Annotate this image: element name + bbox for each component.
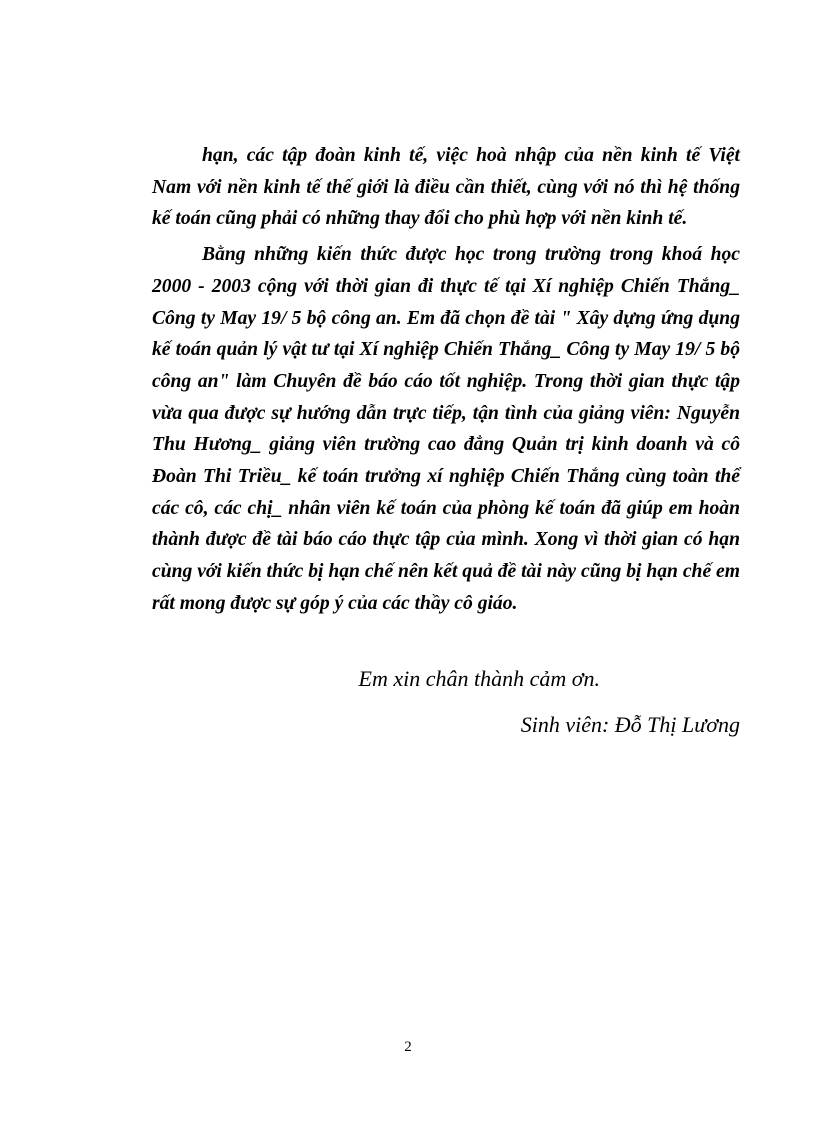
paragraph-continuation: hạn, các tập đoàn kinh tế, việc hoà nhập của nền kinh tế Việt Nam với nền kinh tế thế giới là điều cần thiết, cùng với nó thì hệ thống kế toán cũng phải có những thay đổi cho phù hợp với nền kinh tế.	[152, 145, 740, 230]
body-text	[152, 140, 740, 620]
paragraph-acknowledgement: Bằng những kiến thức được học trong trường trong khoá học 2000 - 2003 cộng với thời gian đi thực tế tại Xí nghiệp Chiến Thắng_ Công ty May 19/ 5 bộ công an. Em đã chọn đề tài " Xây dựng ứng dụng kế toán quản lý vật tư tại Xí nghiệp Chiến Thắng_ Công ty May 19/ 5 bộ công an" làm Chuyên đề báo cáo tốt nghiệp. Trong thời gian thực tập vừa qua được sự hướng dẫn trực tiếp, tận tình của giảng viên: Nguyễn Thu Hương_ giảng viên trường cao đẳng Quản trị kinh doanh và cô Đoàn Thi Triều_ kế toán trưởng xí nghiệp Chiến Thắng cùng toàn thể các cô, các chị_ nhân viên kế toán của phòng kế toán đã giúp em hoàn thành được đề tài báo cáo thực tập của mình. Xong vì thời gian có hạn cùng với kiến thức bị hạn chế nên kết quả đề tài này cũng bị hạn chế em rất mong được sự góp ý của các thầy cô giáo.	[152, 244, 740, 614]
closing-thanks: Em xin chân thành cảm ơn.	[358, 666, 600, 691]
student-signature: Sinh viên: Đỗ Thị Lương	[520, 712, 740, 737]
page-number: 2	[404, 1039, 412, 1055]
